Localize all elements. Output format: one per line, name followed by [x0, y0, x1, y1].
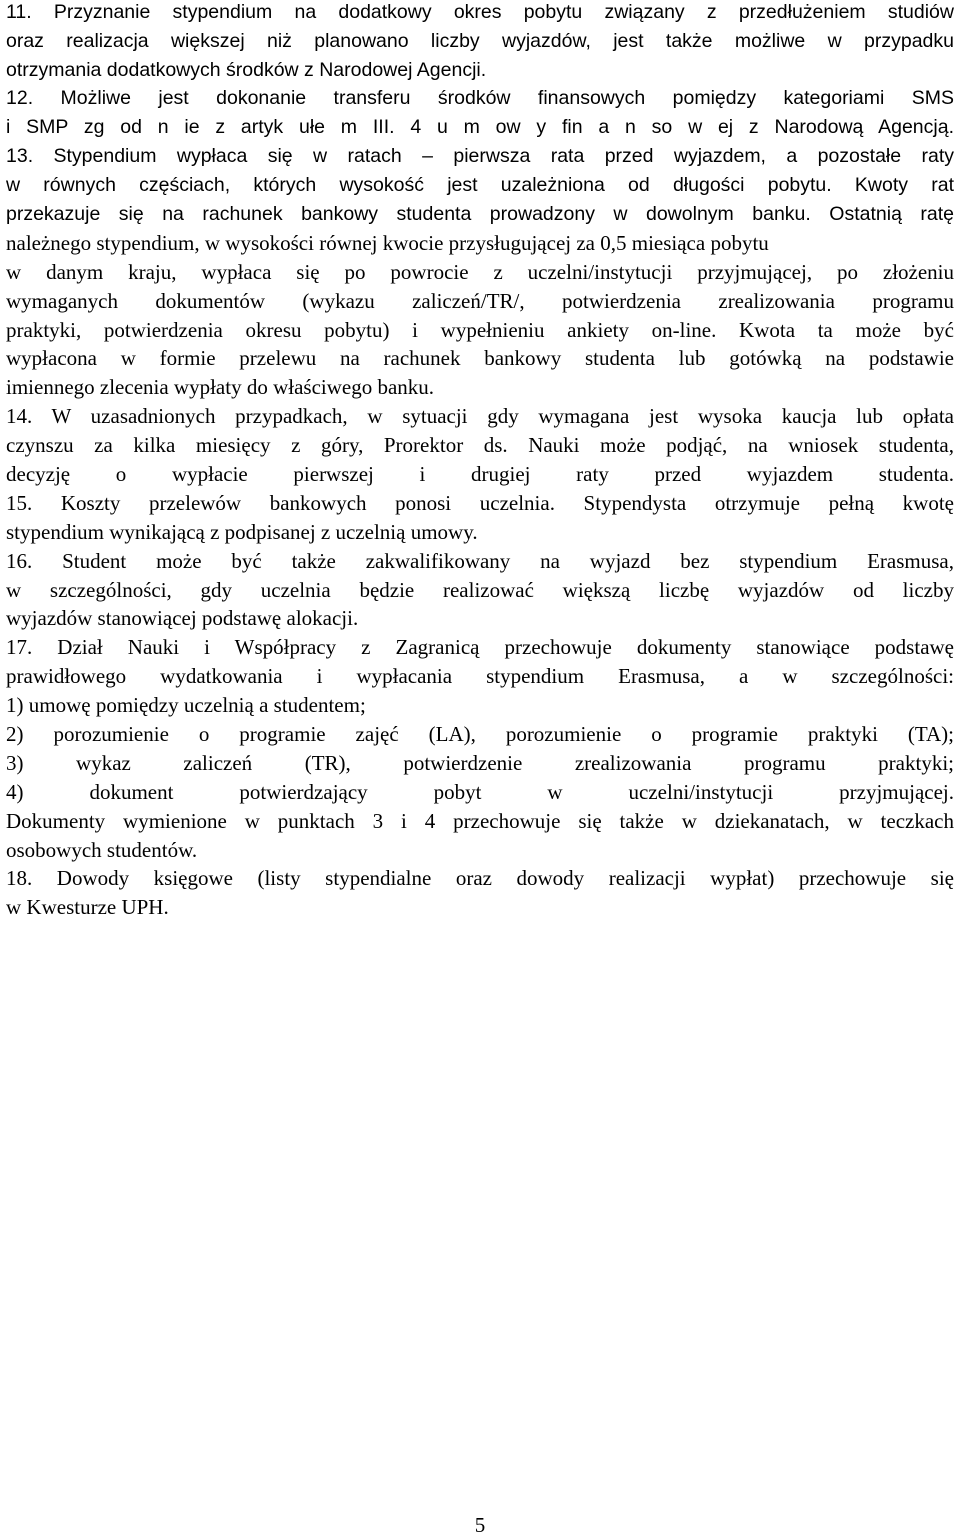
text-line: wypłacona w formie przelewu na rachunek bankowy studenta lub gotówką na podstawie — [6, 346, 954, 370]
text-line: osobowych studentów. — [6, 838, 198, 862]
text-line: w równych częściach, których wysokość jest uzależniona od długości pobytu. Kwoty rat — [6, 174, 954, 196]
text-line: 17. Dział Nauki i Współpracy z Zagranicą przechowuje dokumenty stanowiące podstawę — [6, 635, 954, 659]
text-line: należnego stypendium, w wysokości równej kwocie przysługującej za 0,5 miesiąca pobytu — [6, 231, 769, 255]
text-line: decyzję o wypłacie pierwszej i drugiej raty przed wyjazdem studenta. — [6, 462, 954, 486]
text-line: 15. Koszty przelewów bankowych ponosi uczelnia. Stypendysta otrzymuje pełną kwotę — [6, 491, 954, 515]
text-line: otrzymania dodatkowych środków z Narodowej Agencji. — [6, 59, 487, 81]
text-line: przekazuje się na rachunek bankowy studenta prowadzony w dowolnym banku. Ostatnią ratę — [6, 203, 954, 225]
text-line: w szczególności, gdy uczelnia będzie realizować większą liczbę wyjazdów od liczby — [6, 578, 954, 602]
text-line: i SMP zg od n ie z artyk ułe m III. 4 u m ow y fin a n so w ej z Narodową Agencją. — [6, 116, 954, 138]
text-line: stypendium wynikającą z podpisanej z uczelnią umowy. — [6, 520, 478, 544]
text-line: 12. Możliwe jest dokonanie transferu środków finansowych pomiędzy kategoriami SMS — [6, 87, 954, 109]
text-line: prawidłowego wydatkowania i wypłacania stypendium Erasmusa, a w szczególności: — [6, 664, 954, 688]
text-line: czynszu za kilka miesięcy z góry, Prorektor ds. Nauki może podjąć, na wniosek studenta, — [6, 433, 954, 457]
text-line: 14. W uzasadnionych przypadkach, w sytuacji gdy wymagana jest wysoka kaucja lub opłata — [6, 404, 954, 428]
text-line: 13. Stypendium wypłaca się w ratach – pierwsza rata przed wyjazdem, a pozostałe raty — [6, 145, 954, 167]
text-line: w danym kraju, wypłaca się po powrocie z uczelni/instytucji przyjmującej, po złożeniu — [6, 260, 954, 284]
text-line: 18. Dowody księgowe (listy stypendialne oraz dowody realizacji wypłat) przechowuje się — [6, 866, 954, 890]
text-line: wymaganych dokumentów (wykazu zaliczeń/TR/, potwierdzenia zrealizowania programu — [6, 289, 954, 313]
text-line: oraz realizacja większej niż planowano liczby wyjazdów, jest także możliwe w przypadku — [6, 30, 954, 52]
text-line: w Kwesturze UPH. — [6, 895, 169, 919]
text-line: imiennego zlecenia wypłaty do właściwego banku. — [6, 375, 435, 399]
page-number: 5 — [474, 1513, 486, 1537]
text-line: praktyki, potwierdzenia okresu pobytu) i wypełnieniu ankiety on-line. Kwota ta może być — [6, 318, 954, 342]
text-line: Dokumenty wymienione w punktach 3 i 4 przechowuje się także w dziekanatach, w teczkach — [6, 809, 954, 833]
text-line: 11. Przyznanie stypendium na dodatkowy okres pobytu związany z przedłużeniem studiów — [6, 1, 954, 23]
text-line: 16. Student może być także zakwalifikowany na wyjazd bez stypendium Erasmusa, — [6, 549, 954, 573]
text-line: wyjazdów stanowiącej podstawę alokacji. — [6, 606, 359, 630]
text-line: 2) porozumienie o programie zajęć (LA), porozumienie o programie praktyki (TA); — [6, 722, 954, 746]
text-line: 3) wykaz zaliczeń (TR), potwierdzenie zrealizowania programu praktyki; — [6, 751, 954, 775]
text-line: 4) dokument potwierdzający pobyt w uczelni/instytucji przyjmującej. — [6, 780, 954, 804]
text-line: 1) umowę pomiędzy uczelnią a studentem; — [6, 693, 366, 717]
